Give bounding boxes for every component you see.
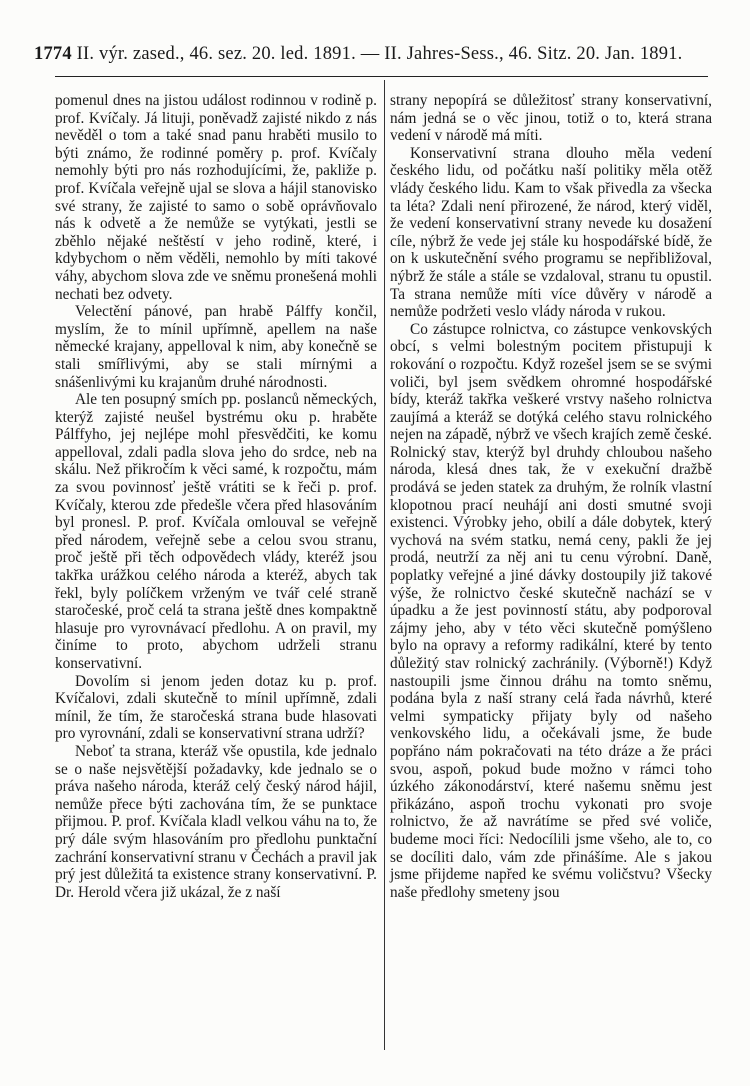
header-rule (55, 76, 708, 77)
left-paragraph: Neboť ta strana, kteráž vše opustila, kde jednalo se o naše nejsvětější požadavky, kde jednalo se o práva našeho národa, kteráž celý český národ hájil, nemůže přece býti zachována tím, že se punktace přijmou. P. prof. Kvíčala kladl velkou váhu na to, že prý dále svým hlasováním pro předlohu punktační zachrání konservativní stranu v Čechách a pravil jak prý jest důležitá ta existence strany konservativní. P. Dr. Herold včera již ukázal, že z naší (55, 742, 377, 901)
header-separator: — (360, 44, 380, 64)
left-paragraph: Ale ten posupný smích pp. poslanců německých, kterýž zajisté neušel bystrému oku p. hraběte Pálffyho, jej nejlépe mohl přesvědčiti, ke komu appelloval, zdali padla slova jeho do srdce, neb na skálu. Než přikročím k věci samé, k rozpočtu, mám za svou povinnosť ještě vrátiti se k řeči p. prof. Kvíčaly, kterou zde předešle včera před hlasováním byl pronesl. P. prof. Kvíčala omlouval se veřejně před národem, veřejně sebe a celou svou stranu, proč ještě při těch odpovědech vlády, kteréž jsou takřka urážkou celého národa a kteréž, abych tak řekl, byly políčkem vrženým ve tvář celé straně staročeské, proč celá ta strana ještě dnes kompaktně hlasuje pro vyrovnávací předlohu. A on pravil, my činíme to proto, abychom udrželi stranu konservativní. (55, 391, 377, 672)
right-paragraph: strany nepopírá se důležitosť strany konservativní, nám jedná se o věc jinou, totiž o to, která strana vedení v národě má míti. (390, 92, 712, 145)
right-column (390, 92, 712, 901)
left-column (55, 92, 377, 901)
header-german-title: II. Jahres-Sess., 46. Sitz. 20. Jan. 1891. (384, 44, 683, 64)
page-number: 1774 (34, 44, 72, 64)
left-paragraph: Velectění pánové, pan hrabě Pálffy končil, myslím, že to mínil upřímně, apellem na naše německé krajany, appelloval k nim, aby konečně se stali smířlivými, aby se stali mírnými a snášenlivými ku krajanům druhé národnosti. (55, 303, 377, 391)
column-divider (384, 80, 385, 1050)
page-header (34, 44, 714, 74)
left-paragraph: Dovolím si jenom jeden dotaz ku p. prof. Kvíčalovi, zdali skutečně to mínil upřímně, zdali mínil, že tím, že staročeská strana bude hlasovati pro vyrovnání, zdali se konservativní strana udrží? (55, 672, 377, 743)
header-czech-title: II. výr. zased., 46. sez. 20. led. 1891. (76, 44, 356, 64)
right-paragraph: Konservativní strana dlouho měla vedení českého lidu, od počátku naší politiky měla otěž vlády českého lidu. Kam to však přivedla za všecka ta léta? Zdali není přirozené, že národ, který viděl, že vedení konservativní strany nevede ku dosažení cíle, nýbrž že vede jej stále ku hospodářské bídě, že on k uskutečnění svého programu se nepřibližoval, nýbrž že stále a stále se vzdaloval, stranu tu opustil. Ta strana nemůže míti více důvěry v národě a nemůže podržeti veslo vlády národa v rukou. (390, 144, 712, 321)
left-paragraph: pomenul dnes na jistou událost rodinnou v rodině p. prof. Kvíčaly. Já lituji, poněvadž zajisté nikdo z nás nevěděl o tom a také snad panu hraběti musilo to býti známo, že rodinné poměry p. prof. Kvíčaly nemohly býti pro nás rozhodujícími, že, pakliže p. prof. Kvíčala veřejně ujal se slova a hájil stanovisko své strany, že zajisté to samo o sobě oprávňovalo nás k odvetě a že nemůže se vytýkati, jestli se zběhlo nějaké neštěstí v jeho rodině, které, i kdybychom o něm věděli, nemohlo by míti takové váhy, abychom slova zde ve sněmu pronešená mohli nechati bez odvety. (55, 92, 377, 303)
right-paragraph: Co zástupce rolnictva, co zástupce venkovských obcí, s velmi bolestným pocitem přistupuji k rokování o rozpočtu. Když rozešel jsem se se svými voliči, byl jsem svědkem ohromné hospodářské bídy, kteráž takřka veškeré vrstvy našeho rolnictva zaujímá a kteráž se dotýká celého stavu rolnického nejen na západě, nýbrž ve všech krajích země české. Rolnický stav, kterýž byl druhdy chloubou našeho národa, klesá dnes tak, že v exekuční dražbě prodává se jeden statek za druhým, že rolník vlastní klopotnou prací neuhájí ani dosti smutné svoji existenci. Výrobky jeho, obilí a dále dobytek, který vychová na svém statku, nemá ceny, pakli že jej prodá, neutrží za něj ani tu cenu výrobní. Daně, poplatky veřejné a jiné dávky dostoupily již takové výše, že rolnictvo české skutečně nachází se v úpadku a že jest povinností státu, aby podporoval zájmy jeho, aby v této věci skutečně pomýšleno bylo na opravy a reformy radikální, které by tento důležitý stav rolnický zachránily. (Výborně!) Když nastoupili jsme činnou dráhu na tomto sněmu, podána byla z naší strany celá řada návrhů, které velmi sympaticky přijaty byly od našeho venkovského lidu, a očekávali jsme, že bude popřáno nám pokračovati na této dráze a že práci svou, aspoň, pokud bude možno v rámci toho úzkého zákonodárství, které našemu sněmu jest přikázáno, aspoň trochu vykonati pro svoje rolnictvo, že až navrátíme se před své voliče, budeme moci říci: Nedocílili jsme všeho, ale to, co se docíliti dalo, vám zde přinášíme. Ale s jakou jsme přijdeme napřed ke svému voličstvu? Všecky naše předlohy smeteny jsou (390, 320, 712, 901)
